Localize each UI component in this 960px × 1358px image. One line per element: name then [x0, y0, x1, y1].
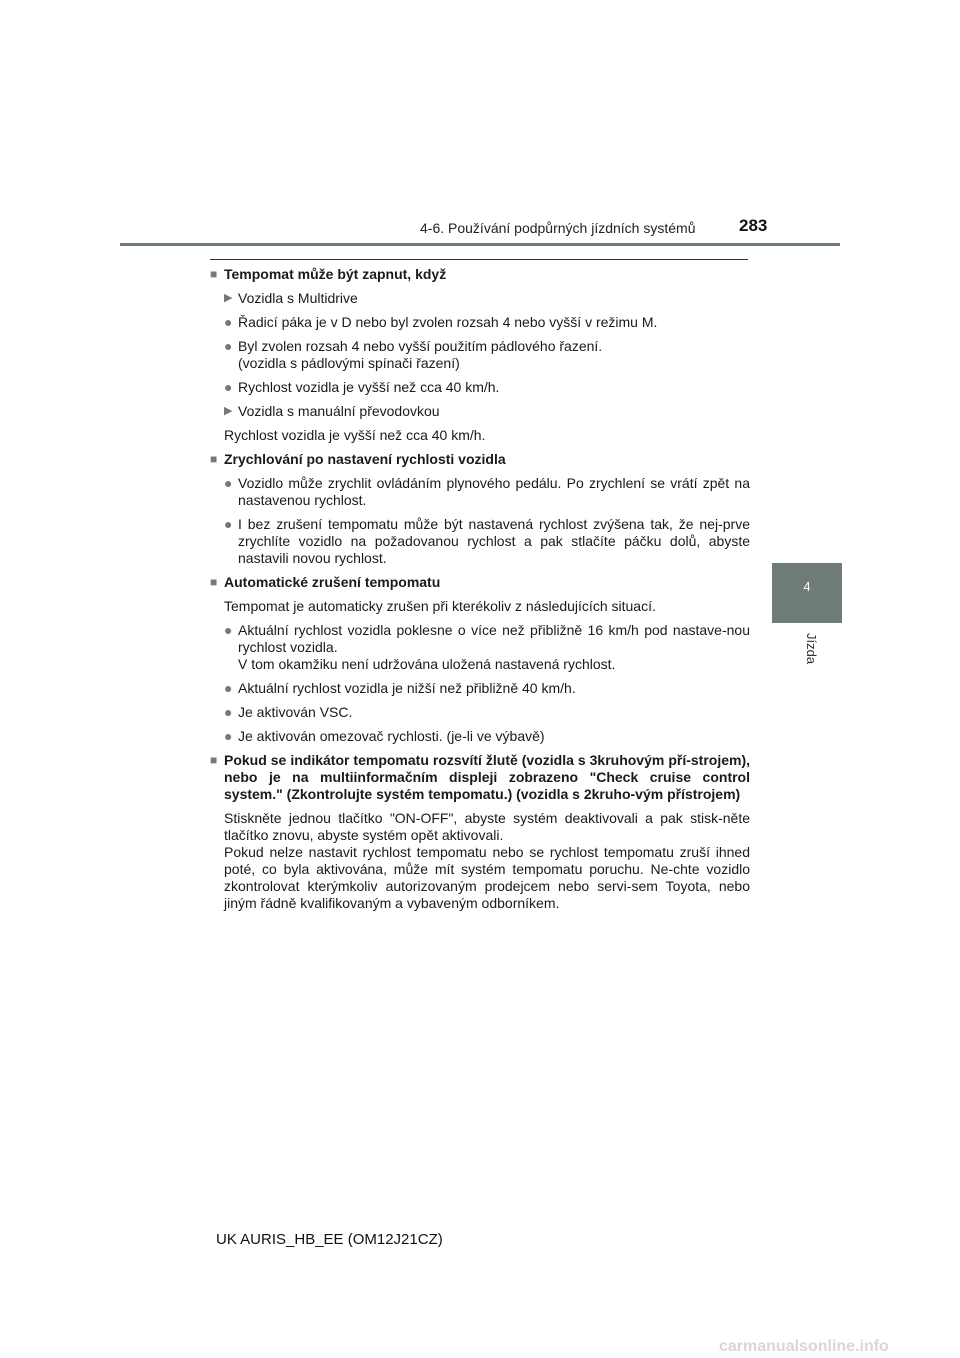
section-title: Zrychlování po nastavení rychlosti vozidla	[224, 451, 506, 467]
bullet-item-text: Řadicí páka je v D nebo byl zvolen rozsah 4 nebo vyšší v režimu M.	[238, 314, 658, 330]
square-bullet-icon: ■	[210, 753, 218, 767]
chapter-tab	[772, 563, 842, 623]
paragraph: Tempomat je automaticky zrušen při kterékoliv z následujících situací.	[224, 598, 656, 614]
circle-bullet-icon: ●	[224, 728, 233, 744]
bullet-item	[224, 704, 750, 721]
bullet-item	[224, 338, 750, 372]
circle-bullet-icon: ●	[224, 704, 233, 720]
section-title: Automatické zrušení tempomatu	[224, 574, 441, 590]
circle-bullet-icon: ●	[224, 622, 233, 638]
bullet-item-text: Je aktivován omezovač rychlosti. (je-li ve výbavě)	[238, 728, 545, 744]
bullet-item	[224, 516, 750, 567]
bullet-item-text: Rychlost vozidla je vyšší než cca 40 km/h.	[238, 379, 500, 395]
circle-bullet-icon: ●	[224, 680, 233, 696]
page-content	[210, 266, 750, 919]
bullet-item	[224, 680, 750, 697]
bullet-item	[224, 314, 750, 331]
bullet-line: Aktuální rychlost vozidla poklesne o více než přibližně 16 km/h pod nastave-nou rychlost vozidla.	[238, 622, 750, 655]
chapter-tab-number: 4	[803, 579, 811, 594]
section-title: Tempomat může být zapnut, když	[224, 266, 447, 282]
chapter-tab-label: Jízda	[804, 633, 819, 665]
circle-bullet-icon: ●	[224, 379, 233, 395]
bullet-line: Byl zvolen rozsah 4 nebo vyšší použitím pádlového řazení.	[238, 338, 603, 354]
circle-bullet-icon: ●	[224, 475, 233, 491]
square-bullet-icon: ■	[210, 575, 218, 589]
circle-bullet-icon: ●	[224, 314, 233, 330]
section-heading	[210, 752, 750, 803]
bullet-line: V tom okamžiku není udržována uložená nastavená rychlost.	[238, 656, 616, 672]
triangle-arrow-icon: ▶	[224, 292, 233, 304]
bullet-item	[224, 379, 750, 396]
chapter-title: 4-6. Používání podpůrných jízdních systémů	[420, 220, 696, 236]
section-heading	[210, 266, 750, 283]
watermark: carmanualsonline.info	[719, 1338, 889, 1355]
triangle-arrow-icon: ▶	[224, 405, 233, 417]
document-code: UK AURIS_HB_EE (OM12J21CZ)	[216, 1231, 443, 1248]
bullet-item-text	[238, 338, 750, 372]
bullet-item-text: Je aktivován VSC.	[238, 704, 353, 720]
bullet-item	[224, 622, 750, 673]
paragraph: Pokud nelze nastavit rychlost tempomatu nebo se rychlost tempomatu zruší ihned poté, co byla aktivována, může mít systém tempomatu poruchu. Ne-chte vozidlo zkontrolovat kterýmkoliv autorizovaným prodejcem nebo servi-sem Toyota, nebo jiným řádně kvalifikovaným a vybaveným odborníkem.	[224, 844, 750, 911]
circle-bullet-icon: ●	[224, 338, 233, 354]
content-rule	[210, 259, 748, 260]
section-heading	[210, 451, 750, 468]
section-heading	[210, 574, 750, 591]
arrow-item-text: Vozidla s manuální převodovkou	[238, 403, 440, 419]
circle-bullet-icon: ●	[224, 516, 233, 532]
bullet-item-text: Aktuální rychlost vozidla je nižší než přibližně 40 km/h.	[238, 680, 576, 696]
square-bullet-icon: ■	[210, 452, 218, 466]
paragraph: Rychlost vozidla je vyšší než cca 40 km/h.	[224, 427, 486, 443]
arrow-item	[224, 290, 750, 307]
page-number: 283	[739, 216, 768, 235]
square-bullet-icon: ■	[210, 267, 218, 281]
header-rule	[120, 243, 840, 246]
arrow-item-text: Vozidla s Multidrive	[238, 290, 358, 306]
bullet-line: (vozidla s pádlovými spínači řazení)	[238, 355, 460, 371]
bullet-item	[224, 475, 750, 509]
bullet-item-text: I bez zrušení tempomatu může být nastavená rychlost zvýšena tak, že nej-prve zrychlíte vozidlo na požadovanou rychlost a pak stlačíte páčku dolů, abyste nastavili novou rychlost.	[238, 516, 750, 566]
bullet-item-text	[238, 622, 750, 673]
bullet-item	[224, 728, 750, 745]
bullet-item-text: Vozidlo může zrychlit ovládáním plynového pedálu. Po zrychlení se vrátí zpět na nastavenou rychlost.	[238, 475, 750, 508]
section-title: Pokud se indikátor tempomatu rozsvítí žlutě (vozidla s 3kruhovým pří-strojem), nebo je na multiinformačním displeji zobrazeno "Check cruise control system." (Zkontrolujte systém tempomatu.) (vozidla s 2kruho-vým přístrojem)	[224, 752, 750, 802]
arrow-item	[224, 403, 750, 420]
paragraph: Stiskněte jednou tlačítko "ON-OFF", abyste systém deaktivovali a pak stisk-něte tlačítko znovu, abyste systém opět aktivovali.	[224, 810, 750, 843]
